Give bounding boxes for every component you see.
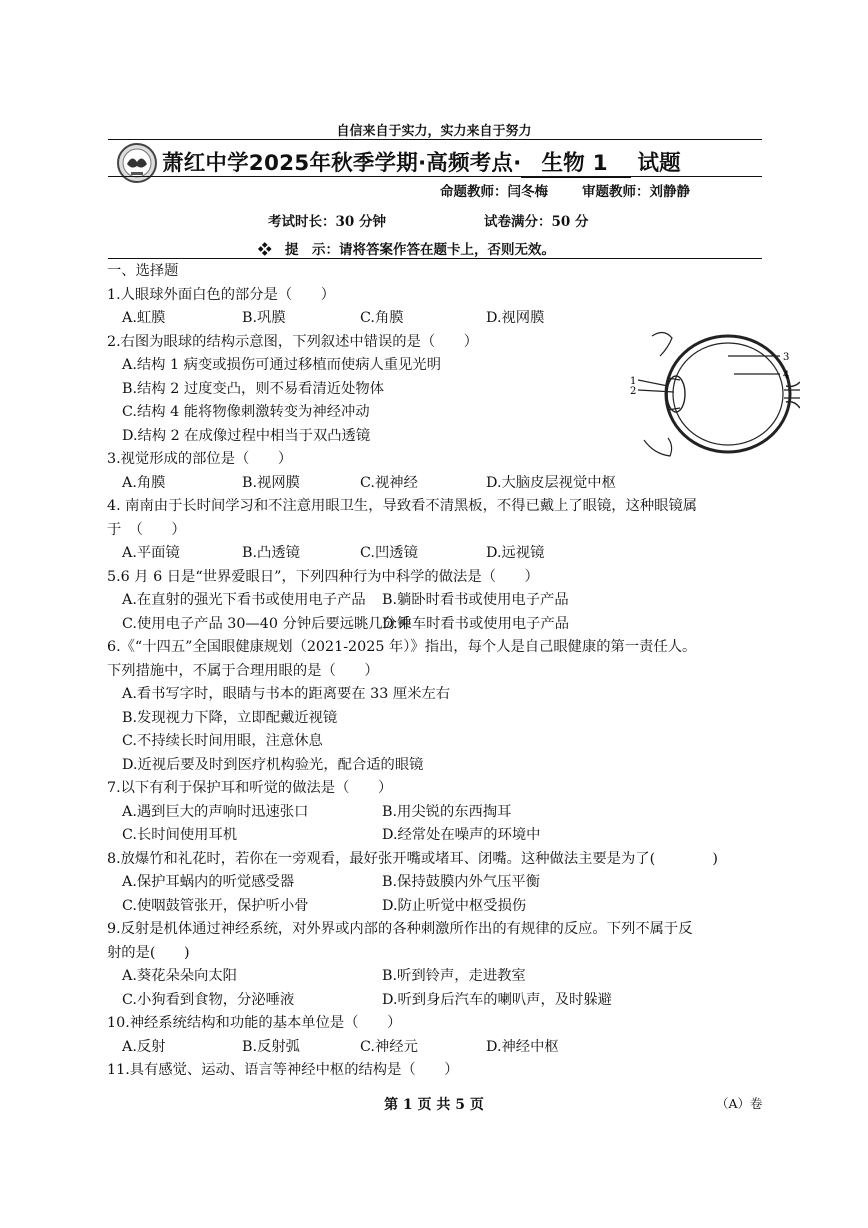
answer-option[interactable]: A.反射 xyxy=(122,1038,166,1055)
question-stem: 2.右图为眼球的结构示意图，下列叙述中错误的是（ ） xyxy=(107,333,479,350)
question-stem: 8.放爆竹和礼花时，若你在一旁观看，最好张开嘴或堵耳、闭嘴。这种做法主要是为了( ) xyxy=(107,850,718,867)
answer-option[interactable]: D.神经中枢 xyxy=(486,1038,559,1055)
answer-option[interactable]: D.近视后要及时到医疗机构验光，配合适的眼镜 xyxy=(122,756,424,773)
answer-option[interactable]: D.结构 2 在成像过程中相当于双凸透镜 xyxy=(122,427,371,444)
author-label: 命题教师：闫冬梅 xyxy=(440,184,548,200)
eye-structure-diagram xyxy=(624,328,800,464)
question-stem: 3.视觉形成的部位是（ ） xyxy=(107,451,293,467)
answer-option[interactable]: C.使咽鼓管张开，保护听小骨 xyxy=(122,897,309,914)
answer-option[interactable]: C.使用电子产品 30—40 分钟后要远眺几分钟 xyxy=(122,615,412,632)
answer-option[interactable]: C.结构 4 能将物像刺激转变为神经冲动 xyxy=(122,404,370,420)
exam-duration: 考试时长：30 分钟 xyxy=(268,214,386,230)
question-stem: 1.人眼球外面白色的部分是（ ） xyxy=(107,286,336,303)
answer-option[interactable]: A.看书写字时，眼睛与书本的距离要在 33 厘米左右 xyxy=(122,686,451,702)
answer-option[interactable]: B.视网膜 xyxy=(242,474,300,491)
answer-option[interactable]: D.听到身后汽车的喇叭声，及时躲避 xyxy=(382,991,612,1008)
teachers-line xyxy=(440,180,690,200)
question-stem: 射的是( ) xyxy=(107,944,190,961)
answer-option[interactable]: B.巩膜 xyxy=(242,310,286,326)
figure-label-1: 1 xyxy=(630,376,637,387)
answer-option[interactable]: C.长时间使用耳机 xyxy=(122,827,238,843)
answer-option[interactable]: C.角膜 xyxy=(360,310,404,326)
subject-blank: 生物 1 xyxy=(521,146,631,178)
answer-option[interactable]: B.发现视力下降，立即配戴近视镜 xyxy=(122,709,338,726)
answer-option[interactable]: C.凹透镜 xyxy=(360,545,418,561)
option-row xyxy=(107,895,767,919)
question-stem: 于 （ ） xyxy=(107,521,186,538)
question-stem: 4. 南南由于长时间学习和不注意用眼卫生，导致看不清黑板，不得已戴上了眼镜，这种眼镜属 xyxy=(107,498,698,514)
answer-option[interactable]: D.经常处在噪声的环境中 xyxy=(382,827,541,843)
answer-option[interactable]: C.神经元 xyxy=(360,1038,418,1055)
option-row xyxy=(107,472,767,496)
option-row xyxy=(107,613,767,637)
answer-option[interactable]: C.视神经 xyxy=(360,474,418,491)
answer-option[interactable]: A.遇到巨大的声响时迅速张口 xyxy=(122,803,309,820)
answer-option[interactable]: B.反射弧 xyxy=(242,1038,300,1055)
option-row xyxy=(107,824,767,848)
full-score: 试卷满分：50 分 xyxy=(484,214,589,230)
question-stem: 下列措施中，不属于合理用眼的是（ ） xyxy=(107,662,379,679)
answer-option[interactable]: B.听到铃声，走进教室 xyxy=(382,968,526,984)
answer-option[interactable]: C.不持续长时间用眼，注意休息 xyxy=(122,733,323,749)
question-stem: 7.以下有利于保护耳和听觉的做法是（ ） xyxy=(107,780,393,796)
option-row xyxy=(107,589,767,613)
answer-option[interactable]: B.保持鼓膜内外气压平衡 xyxy=(382,874,541,890)
answer-option[interactable]: D.乘车时看书或使用电子产品 xyxy=(382,615,570,632)
option-row xyxy=(107,542,767,566)
header-rule-top xyxy=(108,139,762,140)
answer-option[interactable]: A.角膜 xyxy=(122,474,166,491)
figure-label-2: 2 xyxy=(630,386,637,397)
question-stem: 11.具有感觉、运动、语言等神经中枢的结构是（ ） xyxy=(107,1062,459,1078)
answer-option[interactable]: A.平面镜 xyxy=(122,545,180,561)
header-rule-mid xyxy=(108,176,762,177)
answer-option[interactable]: B.躺卧时看书或使用电子产品 xyxy=(382,592,569,608)
title-prefix: 萧红中学2025年秋季学期·高频考点· xyxy=(162,151,522,176)
answer-option[interactable]: D.防止听觉中枢受损伤 xyxy=(382,897,527,914)
answer-option[interactable]: A.保护耳蜗内的听觉感受器 xyxy=(122,874,295,890)
question-stem: 5.6 月 6 日是“世界爱眼日”，下列四种行为中科学的做法是（ ） xyxy=(107,568,539,585)
option-row xyxy=(107,307,767,331)
volume-label: （A）卷 xyxy=(716,1096,763,1111)
reviewer-label: 审题教师：刘静静 xyxy=(582,184,690,200)
answer-option[interactable]: B.凸透镜 xyxy=(242,545,300,561)
option-row xyxy=(107,989,767,1013)
answer-option[interactable]: B.用尖锐的东西掏耳 xyxy=(382,803,512,820)
answer-option[interactable]: D.大脑皮层视觉中枢 xyxy=(486,474,616,491)
question-stem: 10.神经系统结构和功能的基本单位是（ ） xyxy=(107,1015,402,1031)
option-row xyxy=(107,965,767,989)
title-suffix: 试题 xyxy=(637,151,681,176)
answer-option[interactable]: A.虹膜 xyxy=(122,310,166,326)
option-row xyxy=(107,1036,767,1060)
question-stem: 6.《“十四五”全国眼健康规划（2021-2025 年）》指出，每个人是自己眼健康的第一责任人。 xyxy=(107,639,697,655)
page-number: 第 1 页 共 5 页 xyxy=(384,1097,484,1113)
exam-title xyxy=(162,146,681,178)
answer-tip: ❖ 提 示：请将答案作答在题卡上，否则无效。 xyxy=(258,242,555,258)
answer-option[interactable]: A.葵花朵朵向太阳 xyxy=(122,968,237,984)
question-stem: 9.反射是机体通过神经系统，对外界或内部的各种刺激所作出的有规律的反应。下列不属于反 xyxy=(107,921,693,937)
answer-option[interactable]: D.视网膜 xyxy=(486,310,545,326)
figure-label-3: 3 xyxy=(783,352,790,363)
answer-option[interactable]: C.小狗看到食物，分泌唾液 xyxy=(122,991,295,1008)
section-title: 一、选择题 xyxy=(107,263,179,279)
school-seal-icon xyxy=(116,142,158,184)
figure-label-4: 4 xyxy=(783,370,790,381)
answer-option[interactable]: B.结构 2 过度变凸，则不易看清近处物体 xyxy=(122,380,384,397)
option-row xyxy=(107,871,767,895)
option-row xyxy=(107,801,767,825)
answer-option[interactable]: D.远视镜 xyxy=(486,545,545,561)
answer-option[interactable]: A.结构 1 病变或损伤可通过移植而使病人重见光明 xyxy=(122,357,441,373)
answer-option[interactable]: A.在直射的强光下看书或使用电子产品 xyxy=(122,592,366,608)
motto: 自信来自于实力，实力来自于努力 xyxy=(336,124,532,139)
